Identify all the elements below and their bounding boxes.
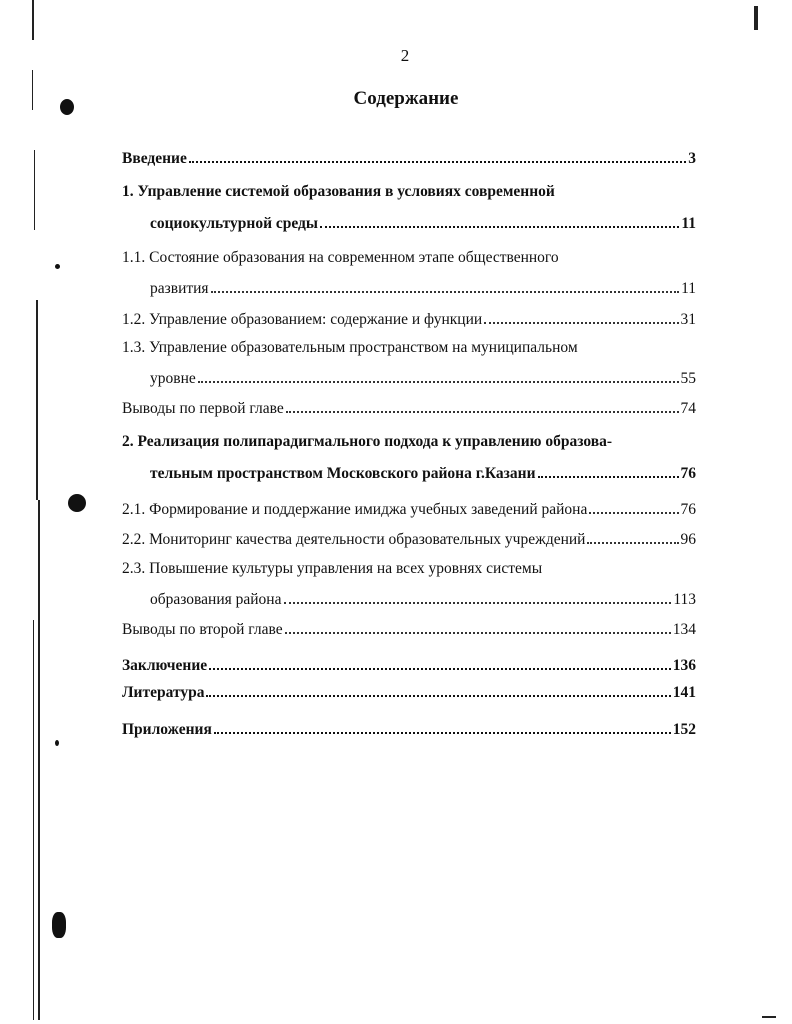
toc-label: образования района bbox=[150, 591, 282, 608]
toc-label: 2. Реализация полипарадигмального подхода к управлению образова- bbox=[122, 433, 613, 450]
scan-blot bbox=[52, 912, 66, 938]
toc-entry-1-3[interactable] bbox=[150, 367, 696, 389]
toc-page: 96 bbox=[680, 531, 696, 548]
page-title: Содержание bbox=[353, 88, 459, 109]
toc-page: 136 bbox=[672, 657, 696, 674]
toc-page: 76 bbox=[680, 501, 696, 518]
toc-leader bbox=[587, 528, 678, 544]
toc-entry-1-3-line1[interactable] bbox=[122, 338, 696, 358]
toc-page: 76 bbox=[680, 465, 696, 482]
toc-page: 31 bbox=[680, 311, 696, 328]
toc-entry-ch1[interactable] bbox=[150, 212, 696, 234]
toc-leader bbox=[286, 397, 679, 413]
toc-label: 1.1. Состояние образования на современном этапе общественного bbox=[122, 249, 559, 266]
toc-entry-1-1[interactable] bbox=[150, 277, 696, 299]
toc-page: 3 bbox=[688, 150, 696, 167]
toc-label: уровне bbox=[150, 370, 196, 387]
scan-mark bbox=[754, 6, 758, 30]
toc-leader bbox=[214, 718, 671, 734]
toc-entry-1-2[interactable] bbox=[122, 308, 696, 330]
toc-entry-2-2[interactable] bbox=[122, 528, 696, 550]
toc-page: 134 bbox=[672, 621, 696, 638]
toc-entry-intro[interactable] bbox=[122, 147, 696, 169]
toc-page: 74 bbox=[680, 400, 696, 417]
toc-leader bbox=[589, 498, 678, 514]
toc-entry-conclusions-2[interactable] bbox=[122, 618, 696, 640]
toc-label: 2.3. Повышение культуры управления на всех уровнях системы bbox=[122, 560, 543, 577]
toc-label: развития bbox=[150, 280, 209, 297]
toc-label: Введение bbox=[122, 150, 187, 167]
toc-page: 141 bbox=[672, 684, 696, 701]
toc-label: социокультурной среды bbox=[150, 215, 319, 232]
scan-mark bbox=[762, 1016, 776, 1018]
toc-page: 11 bbox=[681, 215, 696, 232]
toc-label: 2.2. Мониторинг качества деятельности образовательных учреждений bbox=[122, 531, 586, 548]
toc-entry-2-1[interactable] bbox=[122, 498, 696, 520]
toc-leader bbox=[320, 212, 679, 228]
scan-edge bbox=[28, 0, 42, 1024]
toc-leader bbox=[206, 681, 670, 697]
toc-entry-1-1-line1[interactable] bbox=[122, 248, 696, 268]
toc-label: 1.3. Управление образовательным пространством на муниципальном bbox=[122, 339, 578, 356]
toc-entry-appendices[interactable] bbox=[122, 718, 696, 740]
scan-blot bbox=[55, 264, 60, 269]
toc-label: Выводы по второй главе bbox=[122, 621, 283, 638]
toc-leader bbox=[285, 618, 671, 634]
toc-label: тельным пространством Московского района г.Казани bbox=[150, 465, 536, 482]
toc-entry-conclusions-1[interactable] bbox=[122, 397, 696, 419]
toc-entry-ch2[interactable] bbox=[150, 462, 696, 484]
toc-leader bbox=[211, 277, 679, 293]
scan-blot bbox=[55, 740, 59, 746]
toc-label: Заключение bbox=[122, 657, 208, 674]
toc-entry-2-3[interactable] bbox=[150, 588, 696, 610]
scan-blot bbox=[68, 494, 86, 512]
toc-label: 1.2. Управление образованием: содержание и функции bbox=[122, 311, 483, 328]
toc-label: 2.1. Формирование и поддержание имиджа учебных заведений района bbox=[122, 501, 588, 518]
toc-entry-literature[interactable] bbox=[122, 681, 696, 703]
toc-entry-ch2-line1[interactable] bbox=[122, 432, 696, 452]
toc-leader bbox=[198, 367, 679, 383]
toc-leader bbox=[209, 654, 671, 670]
toc-page: 113 bbox=[673, 591, 696, 608]
toc-page: 11 bbox=[681, 280, 696, 297]
toc-entry-ch1-line1[interactable] bbox=[122, 182, 696, 202]
toc-leader bbox=[538, 462, 679, 478]
toc-leader bbox=[189, 147, 686, 163]
toc-label: Литература bbox=[122, 684, 205, 701]
toc-leader bbox=[284, 588, 672, 604]
toc-label: Выводы по первой главе bbox=[122, 400, 284, 417]
page-number: 2 bbox=[400, 46, 410, 65]
toc-leader bbox=[484, 308, 678, 324]
toc-label: Приложения bbox=[122, 721, 212, 738]
toc-label: 1. Управление системой образования в условиях современной bbox=[122, 183, 555, 200]
toc-entry-conclusion[interactable] bbox=[122, 654, 696, 676]
toc-entry-2-3-line1[interactable] bbox=[122, 559, 696, 579]
toc-page: 152 bbox=[672, 721, 696, 738]
toc-page: 55 bbox=[680, 370, 696, 387]
